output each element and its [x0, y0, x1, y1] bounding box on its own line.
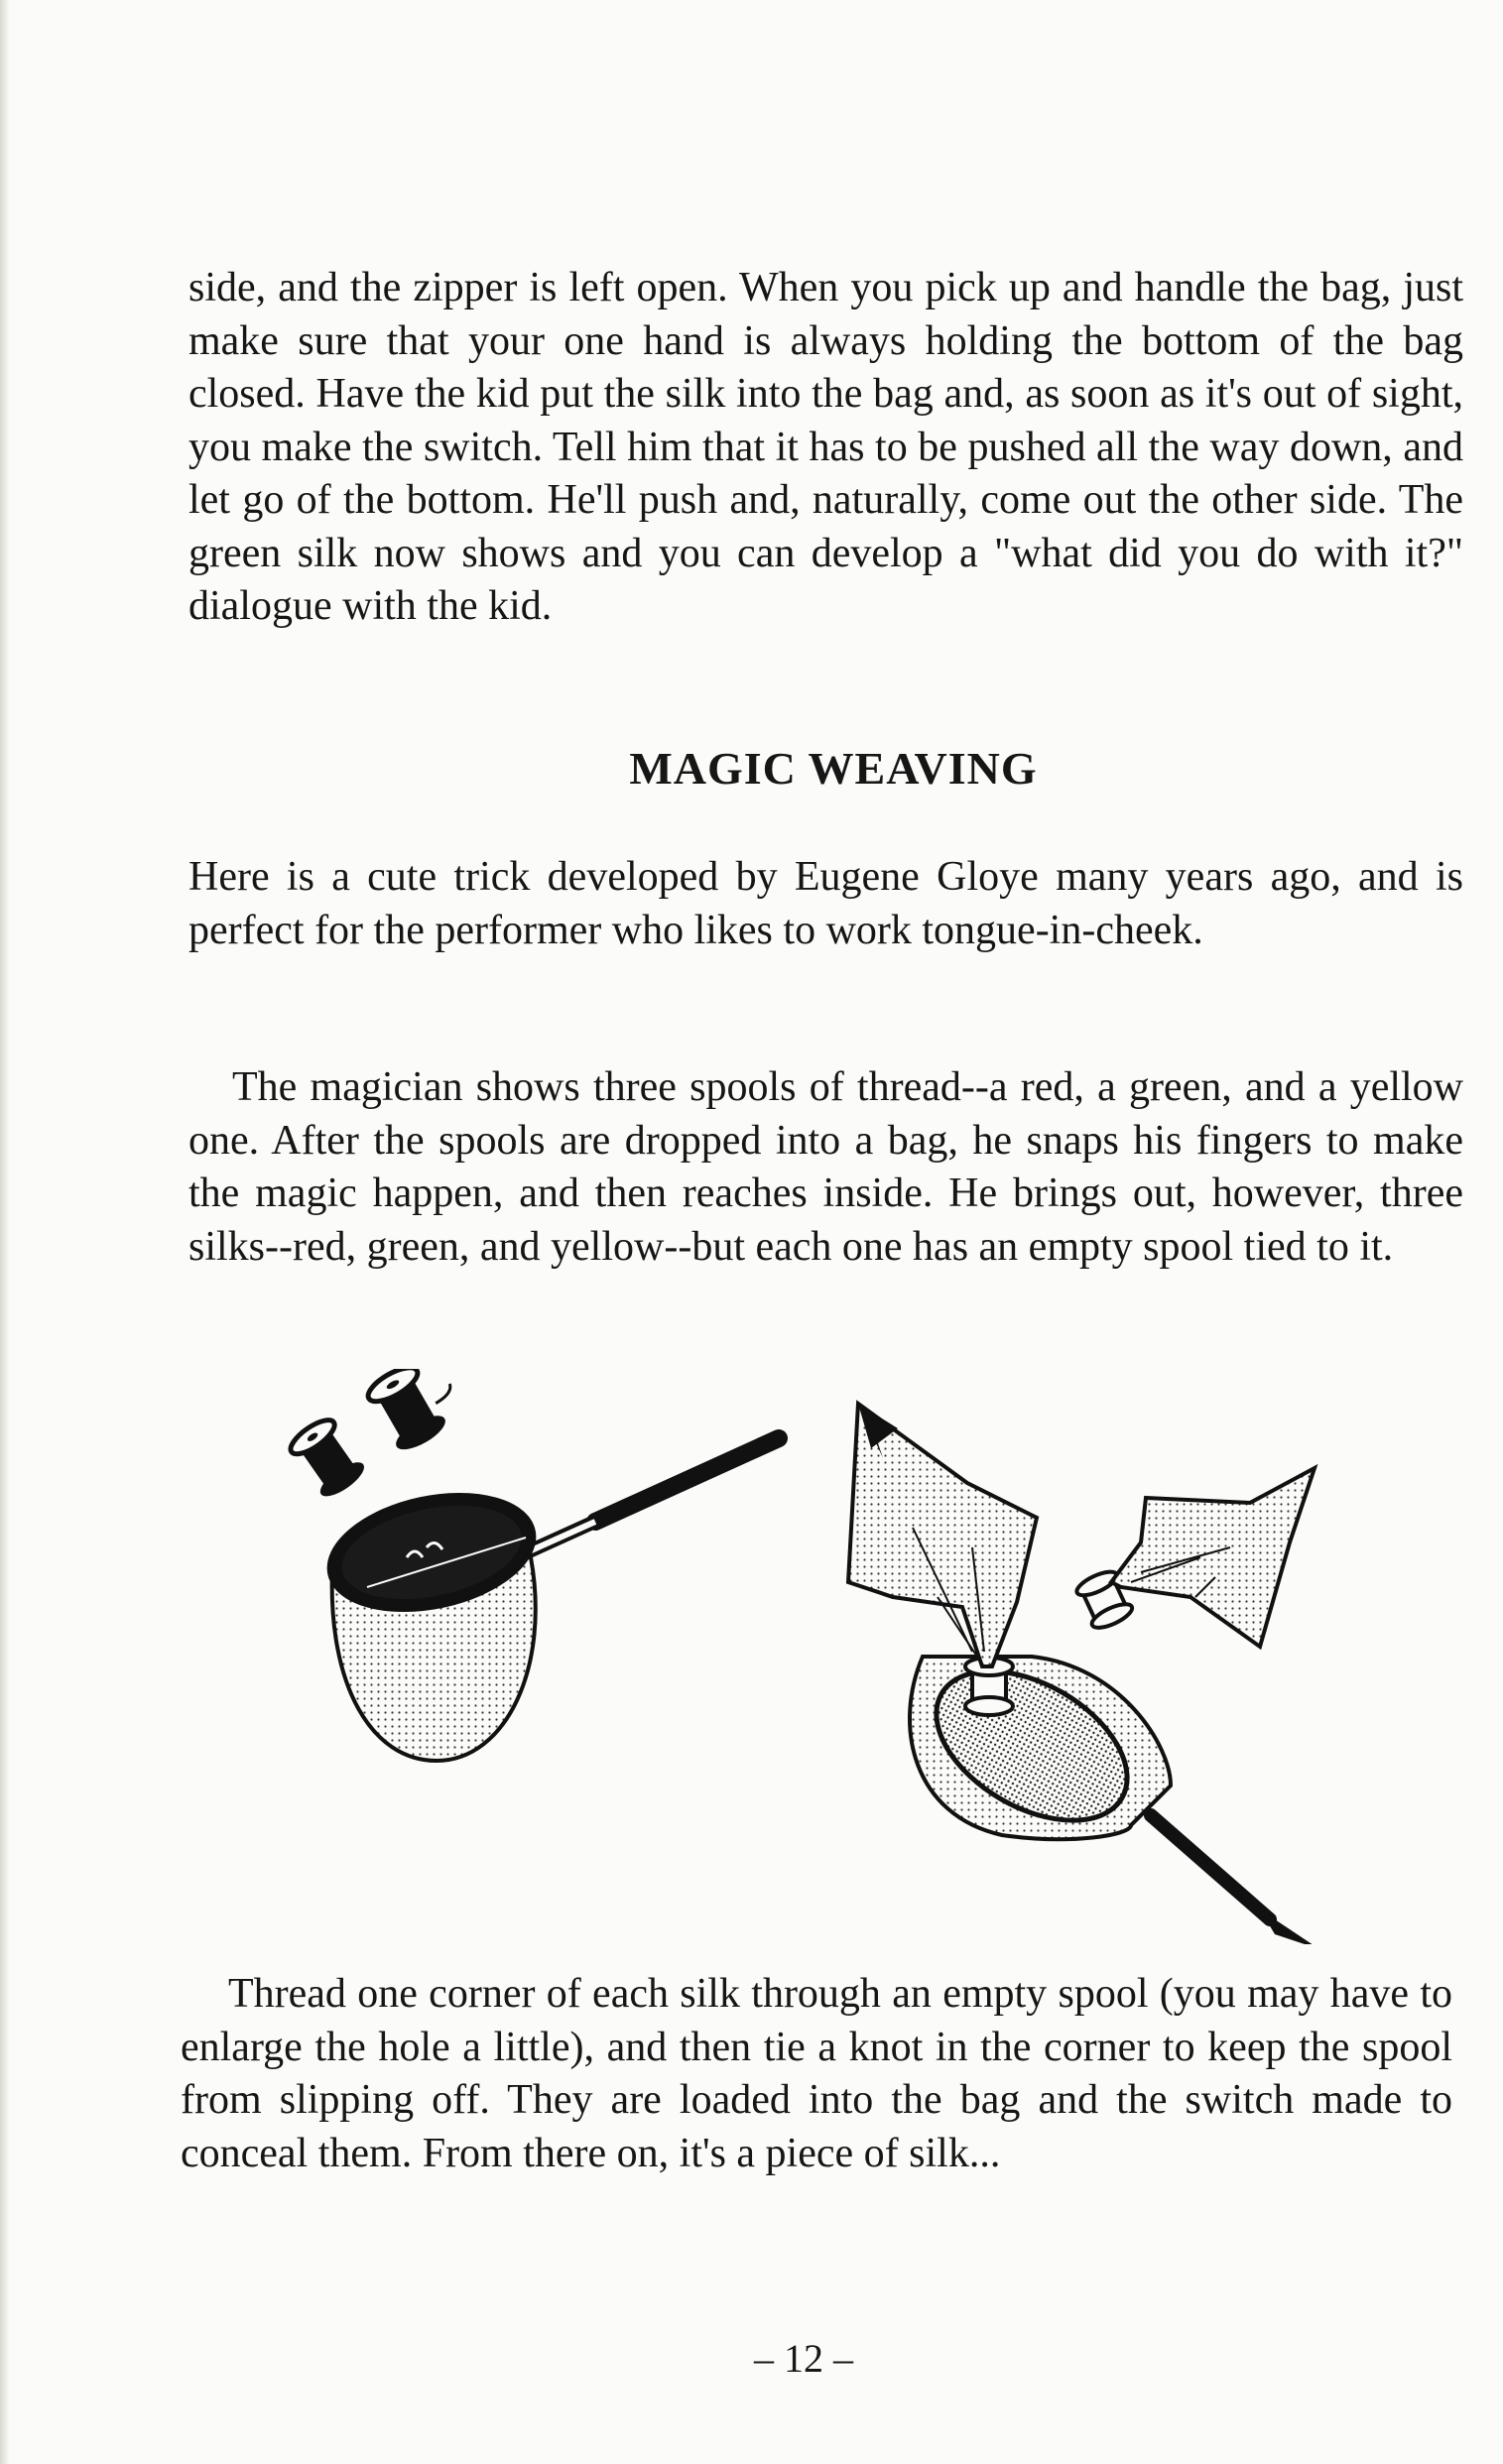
- illustration: [278, 1369, 1399, 1944]
- bag-with-spools-icon: [286, 1369, 779, 1761]
- paragraph-bag-switch: side, and the zipper is left open. When you pick up and handle the bag, just make sure that your one hand is always holding the bottom of the bag closed. Have the kid put the silk into the bag and, as soon as it's out of sight, you make the switch. Tell him that it has to be pushed all the way down, and let go of the bottom. He'll push and, naturally, come out the other side. The green silk now shows and you can develop a "what did you do with it?" dialogue with the kid.: [188, 265, 1463, 629]
- spool-icon: [363, 1369, 469, 1456]
- section-heading: MAGIC WEAVING: [629, 743, 1038, 794]
- paragraph-effect: The magician shows three spools of thread--a red, a green, and a yellow one. After the spools are dropped into a bag, he snaps his fingers to make the magic happen, and then reaches inside. He brings out, however, three silks--red, green, and yellow--but each one has an empty spool tied to it.: [188, 1064, 1463, 1270]
- page-number: – 12 –: [754, 2336, 853, 2381]
- spool-icon: [286, 1415, 369, 1503]
- paragraph-intro: Here is a cute trick developed by Eugene Gloye many years ago, and is perfect for the performer who likes to work tongue-in-cheek.: [188, 854, 1463, 953]
- page-binding-edge: [0, 0, 10, 2464]
- bag-with-silks-icon: [848, 1404, 1319, 1944]
- paragraph-method: Thread one corner of each silk through an empty spool (you may have to enlarge the hole a little), and then tie a knot in the corner to keep the spool from slipping off. They are loaded into the bag and the switch made to conceal them. From there on, it's a piece of silk...: [181, 1971, 1452, 2176]
